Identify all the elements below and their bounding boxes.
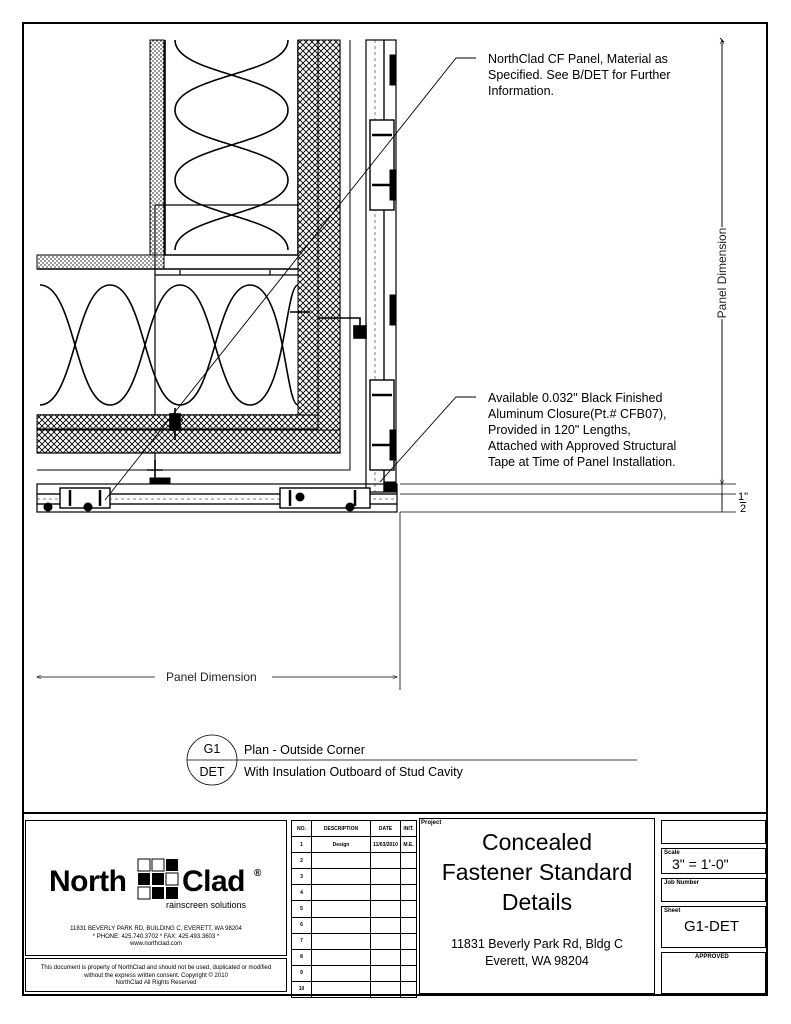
disclaimer-line: without the express written consent. Copyright © 2010: [84, 972, 228, 979]
revision-no: 1: [292, 837, 312, 853]
table-row: [292, 949, 417, 965]
revision-header-row: [292, 821, 417, 837]
closure-note-line: Available 0.032" Black Finished: [488, 391, 663, 405]
closure-note-line: Attached with Approved Structural: [488, 439, 677, 453]
table-row: [292, 981, 417, 997]
revision-date: [371, 949, 401, 965]
table-row: [292, 869, 417, 885]
revision-init: [401, 901, 417, 917]
revision-description: [312, 901, 371, 917]
revision-init: M.E.: [401, 837, 417, 853]
revision-header-no: NO.: [292, 821, 312, 837]
revision-init: [401, 885, 417, 901]
company-address-line: www.northclad.com: [129, 941, 183, 947]
callout-tag-bottom: DET: [199, 765, 225, 779]
disclaimer-line: This document is property of NorthClad and should not be used, duplicated or modified: [40, 965, 272, 971]
company-address-line: 11831 BEVERLY PARK RD, BUILDING C, EVERETT, WA 98204: [70, 926, 242, 932]
revision-no: 8: [292, 949, 312, 965]
revision-table: [291, 820, 417, 998]
project-title-line: Fastener Standard: [441, 859, 633, 885]
revision-no: 6: [292, 917, 312, 933]
panel-note: [488, 51, 671, 99]
half-inch-mark: ": [744, 491, 749, 503]
revision-no: 3: [292, 869, 312, 885]
scale-value: 3" = 1'-0": [672, 856, 729, 872]
revision-description: [312, 917, 371, 933]
closure-note: [488, 390, 676, 470]
revision-no: 10: [292, 981, 312, 997]
job-number-label: Job Number: [664, 880, 700, 886]
revision-date: [371, 981, 401, 997]
closure-note-line: Tape at Time of Panel Installation.: [488, 455, 676, 469]
revision-header-init: INIT.: [401, 821, 417, 837]
revision-no: 2: [292, 853, 312, 869]
callout-tag-top: G1: [203, 742, 221, 756]
revision-date: [371, 901, 401, 917]
logo-clad: Clad: [182, 865, 246, 898]
panel-horizontal: [37, 478, 397, 512]
sheet-value: G1-DET: [684, 918, 740, 935]
project-address-line: 11831 Beverly Park Rd, Bldg C: [450, 937, 624, 951]
revision-description: [312, 965, 371, 981]
panel-vertical: [366, 40, 396, 492]
revision-description: [312, 853, 371, 869]
revision-no: 4: [292, 885, 312, 901]
table-row: [292, 901, 417, 917]
approved-label: APPROVED: [695, 954, 729, 960]
revision-init: [401, 853, 417, 869]
project-address-line: Everett, WA 98204: [485, 954, 589, 968]
scale-label: Scale: [664, 850, 680, 856]
sheathing-board: [37, 40, 164, 269]
half-inch-numerator: 1: [738, 491, 745, 503]
company-address-line: * PHONE: 425.740.3702 * FAX: 425.493.3603 *: [92, 933, 220, 940]
project-title-line: Details: [501, 889, 573, 915]
sheet-label: Sheet: [664, 908, 681, 914]
insulation-batt-lower: [37, 269, 298, 415]
revision-init: [401, 933, 417, 949]
revision-description: Design: [312, 837, 371, 853]
table-row: [292, 917, 417, 933]
revision-date: [371, 933, 401, 949]
company-address: [30, 926, 282, 949]
revision-description: [312, 949, 371, 965]
revision-init: [401, 869, 417, 885]
revision-init: [401, 981, 417, 997]
revision-init: [401, 965, 417, 981]
vertical-dimension-label: Panel Dimension: [715, 227, 729, 319]
logo-tagline: rainscreen solutions: [166, 900, 247, 910]
table-row: [292, 885, 417, 901]
panel-note-line: Specified. See B/DET for Further: [488, 68, 671, 82]
revision-no: 7: [292, 933, 312, 949]
horizontal-dimension-label: Panel Dimension: [166, 670, 257, 684]
logo-registered-mark: ®: [254, 868, 262, 879]
closure-note-line: Provided in 120" Lengths,: [488, 423, 631, 437]
revision-description: [312, 869, 371, 885]
disclaimer: [28, 965, 284, 988]
revision-description: [312, 933, 371, 949]
revision-date: [371, 869, 401, 885]
table-row: [292, 933, 417, 949]
revision-date: [371, 853, 401, 869]
project-address: [420, 936, 654, 970]
panel-note-line: Information.: [488, 84, 555, 98]
revision-header-description: DESCRIPTION: [312, 821, 371, 837]
project-label: Project: [421, 820, 442, 826]
revision-init: [401, 949, 417, 965]
table-row: [292, 837, 417, 853]
revision-no: 5: [292, 901, 312, 917]
panel-note-line: NorthClad CF Panel, Material as: [488, 52, 668, 66]
logo-north: North: [49, 865, 127, 898]
table-row: [292, 965, 417, 981]
table-row: [292, 853, 417, 869]
revision-no: 9: [292, 965, 312, 981]
revision-init: [401, 917, 417, 933]
revision-date: 11/03/2010: [371, 837, 401, 853]
project-title: [420, 827, 654, 917]
closure-note-line: Aluminum Closure(Pt.# CFB07),: [488, 407, 667, 421]
revision-description: [312, 885, 371, 901]
revision-description: [312, 981, 371, 997]
revision-date: [371, 917, 401, 933]
half-inch-dimension: [738, 492, 748, 514]
callout-subtitle: With Insulation Outboard of Stud Cavity: [244, 765, 463, 779]
revision-header-date: DATE: [371, 821, 401, 837]
insulation-batt-upper: [165, 40, 298, 255]
callout-title: Plan - Outside Corner: [244, 743, 365, 757]
revision-date: [371, 885, 401, 901]
blank-field-box: [661, 820, 766, 844]
project-title-line: Concealed: [482, 829, 592, 855]
disclaimer-line: NorthClad All Rights Reserved: [115, 980, 197, 986]
revision-date: [371, 965, 401, 981]
half-inch-denominator: 2: [739, 503, 747, 515]
